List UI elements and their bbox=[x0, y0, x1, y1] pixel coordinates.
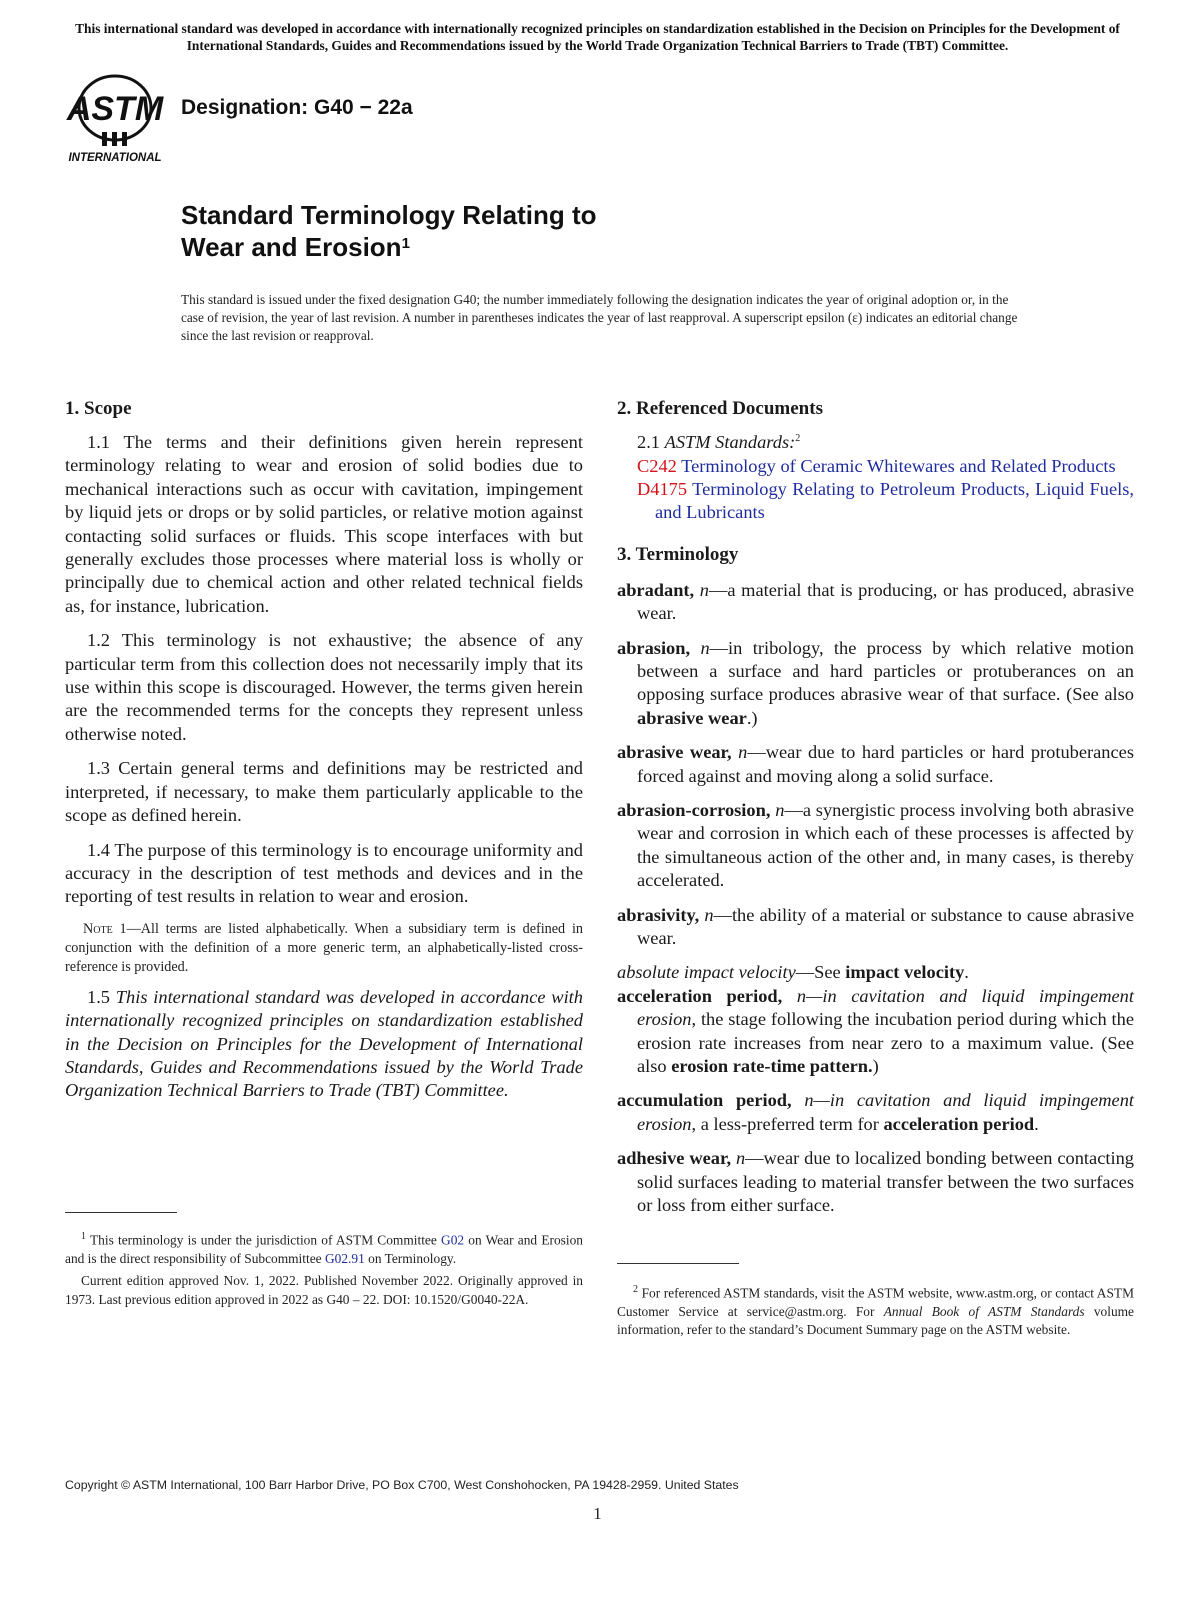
wto-notice: This international standard was developed in accordance with internationally recognized principles on standardization established in the Decision on Principles for the Development of International Standards, Guides and Recommendations issued by the World Trade Organization Technical Barriers to Trade (TBT) Committee. bbox=[75, 21, 1120, 53]
term-adhesive-wear: adhesive wear, n—wear due to localized bonding between contacting solid surfaces leading to material transfer between the two surfaces or loss from either surface. bbox=[617, 1148, 1134, 1216]
scope-heading: 1. Scope bbox=[65, 398, 132, 419]
link-g02[interactable]: G02 bbox=[441, 1232, 465, 1248]
footnote-2: $^2$ For referenced ASTM standards, visit the ASTM website, www.astm.org, or contact ASTM Customer Service at service@astm.org. For Annual Book of ASTM Standards volume information, refer to the standard’s Document Summary page on the ASTM website. bbox=[617, 1284, 1134, 1338]
term-abrasion-corrosion: abrasion-corrosion, n—a synergistic process involving both abrasive wear and corrosion in which each of these processes is affected by the simultaneous action of the other and, in many cases, is thereby accelerated. bbox=[617, 800, 1134, 891]
scope-1-5: 1.5 This international standard was developed in accordance with internationally recognized principles on standardization established in the Decision on Principles for the Development of International Standards, Guides and Recommendations issued by the World Trade Organization Technical Barriers to Trade (TBT) Committee. bbox=[65, 986, 583, 1101]
title-line-1: Standard Terminology Relating to bbox=[181, 200, 597, 230]
page-number: 1 bbox=[593, 1504, 602, 1523]
scope-1-2: 1.2 This terminology is not exhaustive; the absence of any particular term from this collection does not necessarily imply that its use within this scope is discouraged. However, the terms given herein are the recommended terms for the concepts they represent unless otherwise noted. bbox=[65, 630, 583, 744]
left-column bbox=[65, 397, 583, 1114]
scope-1-1: 1.1 The terms and their definitions given herein represent terminology relating to wear and erosion of solid bodies due to mechanical interactions such as occur with cavitation, impingement by liquid jets or drops or by solid particles, or relative motion against contacting solid surfaces or fluids. This scope interfaces with but generally excludes those processes where material loss is wholly or principally due to chemical action and other related technical fields as, for instance, lubrication. bbox=[65, 432, 583, 616]
scope-1-4: 1.4 The purpose of this terminology is to encourage uniformity and accuracy in the description of test methods and devices and in the reporting of test results in relation to wear and erosion. bbox=[65, 839, 583, 907]
note-1 bbox=[65, 920, 583, 977]
link-g02-91[interactable]: G02.91 bbox=[324, 1250, 365, 1266]
term-abrasion: abrasion, n—in tribology, the process by which relative motion between a surface and hard particles or protuberances on an opposing surface produces abrasive wear of that surface. (See also abrasive wear.) bbox=[617, 637, 1134, 728]
reference-c242[interactable]: C242 Terminology of Ceramic Whitewares and Related Products bbox=[637, 455, 1116, 476]
footnote-rule-right bbox=[617, 1263, 739, 1264]
footnote-rule-left bbox=[65, 1212, 177, 1213]
copyright-line: Copyright © ASTM International, 100 Barr Harbor Drive, PO Box C700, West Conshohocken, PA 19428-2959. United States bbox=[65, 1478, 739, 1492]
astm-standards-subheading: 2.1 ASTM Standards:$^2$ bbox=[637, 432, 801, 453]
right-column bbox=[617, 397, 1134, 1229]
referenced-documents-heading: 2. Referenced Documents bbox=[617, 398, 823, 419]
reference-d4175[interactable]: D4175 Terminology Relating to Petroleum Products, Liquid Fuels, and Lubricants bbox=[637, 478, 1134, 523]
footnote-1: $^1$ This terminology is under the jurisdiction of ASTM Committee G02 on Wear and Erosion and is the direct responsibility of Subcommittee G02.91 on Terminology. Current edition approved Nov. 1, 2022. Published November 2022. Originally approved in 1973. Last previous edition approved in 2022 as G40 – 22. DOI: 10.1520/G0040-22A. bbox=[65, 1228, 583, 1313]
term-abrasive-wear: abrasive wear, n—wear due to hard particles or hard protuberances forced against and moving along a solid surface. bbox=[617, 742, 1134, 786]
footnote-1-edition: Current edition approved Nov. 1, 2022. Published November 2022. Originally approved in 1973. Last previous edition approved in 2022 as G40 – 22. DOI: 10.1520/G0040-22A. bbox=[65, 1273, 583, 1307]
scope-1-3: 1.3 Certain general terms and definitions may be restricted and interpreted, if necessary, to make them particularly applicable to the scope as defined herein. bbox=[65, 758, 583, 826]
logo-letters: ASTM bbox=[66, 90, 164, 128]
note-label: Note 1 bbox=[83, 920, 127, 937]
term-abradant: abradant, n—a material that is producing, or has produced, abrasive wear. bbox=[617, 579, 1134, 624]
term-accumulation-period: accumulation period, n—in cavitation and liquid impingement erosion, a less-preferred term for acceleration period. bbox=[617, 1090, 1135, 1134]
note-text: —All terms are listed alphabetically. When a subsidiary term is defined in conjunction with the definition of a more generic term, an alphabetically-listed cross-reference is provided. bbox=[65, 920, 583, 975]
terminology-heading: 3. Terminology bbox=[617, 543, 739, 565]
designation: Designation: G40 − 22a bbox=[181, 96, 413, 119]
logo-subtext: INTERNATIONAL bbox=[68, 152, 162, 164]
astm-logo bbox=[62, 70, 168, 170]
term-acceleration-period: acceleration period, n—in cavitation and liquid impingement erosion, the stage following the incubation period during which the erosion rate increases from near zero to a maximum value. (See also erosion rate-time pattern.) bbox=[617, 985, 1134, 1077]
document-title bbox=[181, 199, 597, 263]
title-line-2: Wear and Erosion$^1$ bbox=[181, 232, 410, 262]
term-absolute-impact-velocity: absolute impact velocity—See impact velocity. bbox=[617, 962, 969, 983]
term-abrasivity: abrasivity, n—the ability of a material or substance to cause abrasive wear. bbox=[617, 904, 1134, 949]
issued-note: This standard is issued under the fixed designation G40; the number immediately following the designation indicates the year of original adoption or, in the case of revision, the year of last revision. A number in parentheses indicates the year of last reapproval. A superscript epsilon (ε) indicates an editorial change since the last revision or reapproval. bbox=[181, 292, 1018, 343]
title-footnote-mark: 1 bbox=[401, 235, 410, 252]
